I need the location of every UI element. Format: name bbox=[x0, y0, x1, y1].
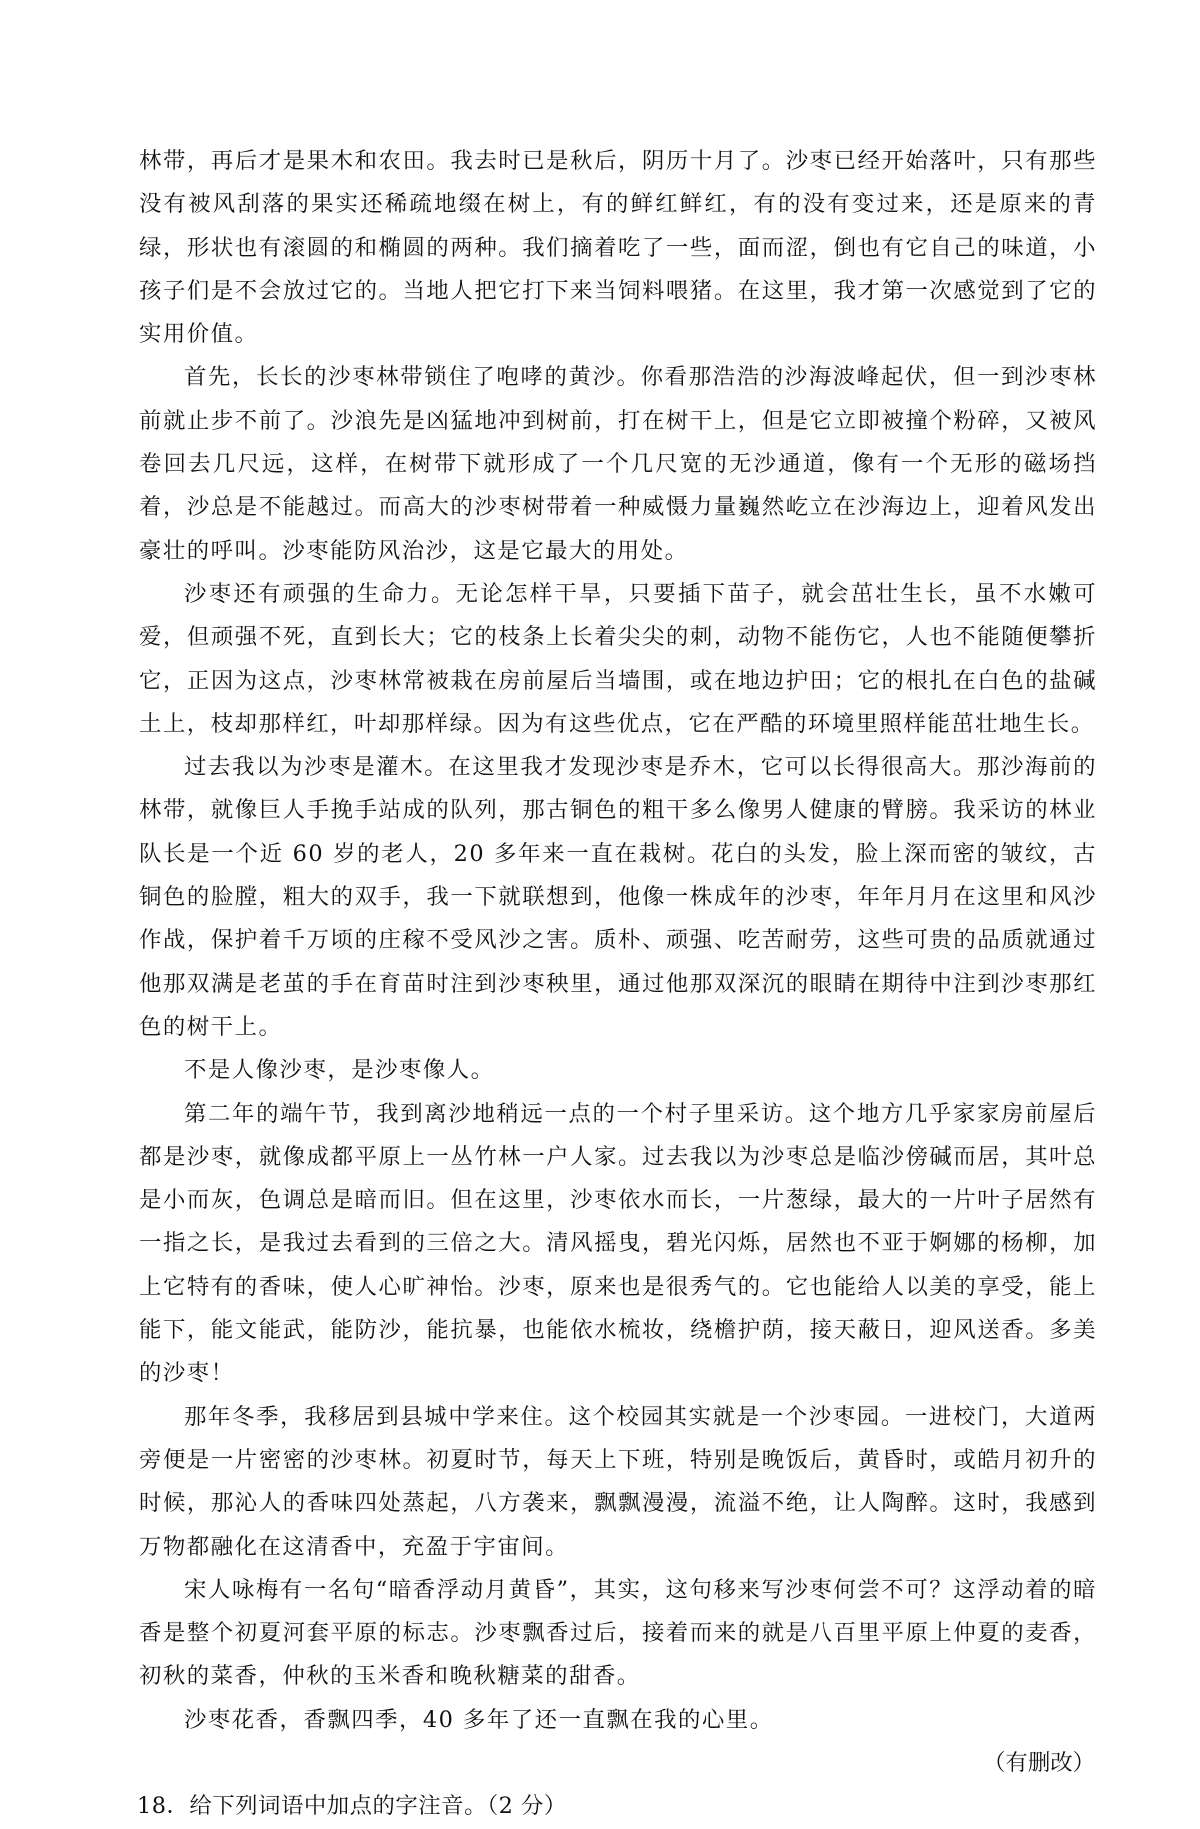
paragraph-8: 宋人咏梅有一名句“暗香浮动月黄昏”，其实，这句移来写沙枣何尝不可？这浮动着的暗香是整个初夏河套平原的标志。沙枣飘香过后，接着而来的就是八百里平原上仲夏的麦香，初秋的菜香，仲秋的玉米香和晚秋糖菜的甜香。 bbox=[139, 1576, 1097, 1690]
revision-note: （有删改） bbox=[983, 1749, 1095, 1776]
paragraph-3: 沙枣还有顽强的生命力。无论怎样干旱，只要插下苗子，就会茁壮生长，虽不水嫩可爱，但顽强不死，直到长大；它的枝条上长着尖尖的刺，动物不能伤它，人也不能随便攀折它，正因为这点，沙枣林常被栽在房前屋后当墙围，或在地边护田；它的根扎在白色的盐碱土上，枝却那样红，叶却那样绿。因为有这些优点，它在严酷的环境里照样能茁壮地生长。 bbox=[139, 580, 1097, 737]
paragraph-6: 第二年的端午节，我到离沙地稍远一点的一个村子里采访。这个地方几乎家家房前屋后都是沙枣，就像成都平原上一丛竹林一户人家。过去我以为沙枣总是临沙傍碱而居，其叶总是小而灰，色调总是暗而旧。但在这里，沙枣依水而长，一片葱绿，最大的一片叶子居然有一指之长，是我过去看到的三倍之大。清风摇曳，碧光闪烁，居然也不亚于婀娜的杨柳，加上它特有的香味，使人心旷神怡。沙枣，原来也是很秀气的。它也能给人以美的享受，能上能下，能文能武，能防沙，能抗暴，也能依水梳妆，绕檐护荫，接天蔽日，迎风送香。多美的沙枣！ bbox=[139, 1100, 1097, 1387]
paragraph-7: 那年冬季，我移居到县城中学来住。这个校园其实就是一个沙枣园。一进校门，大道两旁便是一片密密的沙枣林。初夏时节，每天上下班，特别是晚饭后，黄昏时，或皓月初升的时候，那沁人的香味四处蒸起，八方袭来，飘飘漫漫，流溢不绝，让人陶醉。这时，我感到万物都融化在这清香中，充盈于宇宙间。 bbox=[139, 1403, 1097, 1560]
question-18: 18．给下列词语中加点的字注音。（2 分） bbox=[137, 1793, 567, 1820]
paragraph-4: 过去我以为沙枣是灌木。在这里我才发现沙枣是乔木，它可以长得很高大。那沙海前的林带，就像巨人手挽手站成的队列，那古铜色的粗干多么像男人健康的臂膀。我采访的林业队长是一个近 60 岁的老人，20 多年来一直在栽树。花白的头发，脸上深而密的皱纹，古铜色的脸膛，粗大的双手，我一下就联想到，他像一株成年的沙枣，年年月月在这里和风沙作战，保护着千万顷的庄稼不受风沙之害。质朴、顽强、吃苦耐劳，这些可贵的品质就通过他那双满是老茧的手在育苗时注到沙枣秧里，通过他那双深沉的眼睛在期待中注到沙枣那红色的树干上。 bbox=[139, 754, 1097, 1040]
paragraph-9: 沙枣花香，香飘四季，40 多年了还一直飘在我的心里。 bbox=[184, 1706, 774, 1733]
paragraph-5: 不是人像沙枣，是沙枣像人。 bbox=[184, 1057, 495, 1084]
paragraph-1: 林带，再后才是果木和农田。我去时已是秋后，阴历十月了。沙枣已经开始落叶，只有那些没有被风刮落的果实还稀疏地缀在树上，有的鲜红鲜红，有的没有变过来，还是原来的青绿，形状也有滚圆的和椭圆的两种。我们摘着吃了一些，面而涩，倒也有它自己的味道，小孩子们是不会放过它的。当地人把它打下来当饲料喂猪。在这里，我才第一次感觉到了它的实用价值。 bbox=[139, 148, 1097, 348]
paragraph-2: 首先，长长的沙枣林带锁住了咆哮的黄沙。你看那浩浩的沙海波峰起伏，但一到沙枣林前就止步不前了。沙浪先是凶猛地冲到树前，打在树干上，但是它立即被撞个粉碎，又被风卷回去几尺远，这样，在树带下就形成了一个几尺宽的无沙通道，像有一个无形的磁场挡着，沙总是不能越过。而高大的沙枣树带着一种威慑力量巍然屹立在沙海边上，迎着风发出豪壮的呼叫。沙枣能防风治沙，这是它最大的用处。 bbox=[139, 364, 1097, 564]
